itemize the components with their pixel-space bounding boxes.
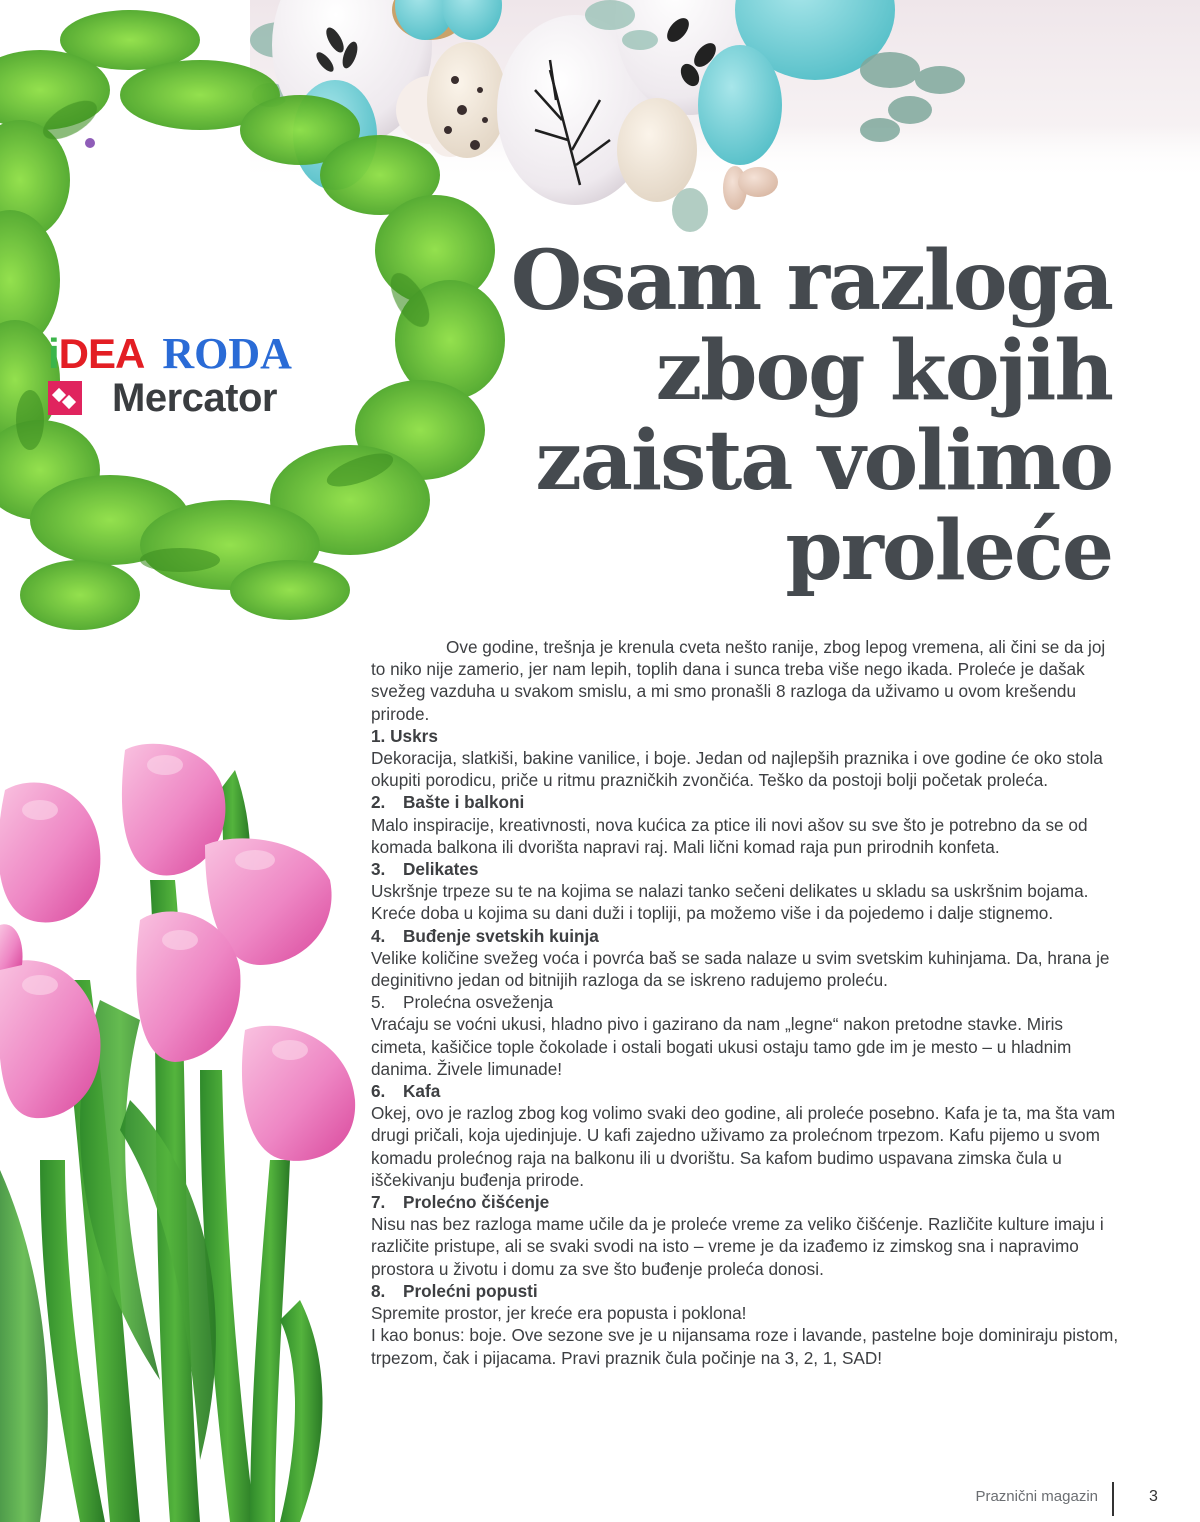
section-kafa	[371, 1080, 1121, 1191]
section-heading: 5. Prolećna osveženja	[371, 992, 554, 1013]
section-heading: 8. Prolećni popusti	[371, 1280, 538, 1301]
section-text: Nisu nas bez razloga mame učile da je proleće vreme za veliko čišćenje. Različite kulture imaju i različite pristupe, ali se svaki svodi na isto – vreme je da izađemo iz zimskog sna i napravimo prostora u životu i domu za sve što buđenje proleća donosi.	[371, 1214, 1104, 1279]
section-text: Uskršnje trpeze su te na kojima se nalazi tanko sečeni delikates u skladu sa uskršnim bojama. Kreće doba u kojima su dani duži i topliji, pa možemo više i da pojedemo i dalje stignemo.	[371, 881, 1089, 924]
footer-divider	[1112, 1482, 1114, 1516]
intro-paragraph: Ove godine, trešnja je krenula cveta nešto ranije, zbog lepog vremena, ali čini se da joj to niko nije zamerio, jer nam lepih, toplih dana i sunca treba više nego ikada. Proleće je dašak svežeg vazduha u svakom smislu, a mi smo pronašli 8 razloga da uživamo u ovom krešendu prirode.	[371, 637, 1106, 724]
section-uskrs	[371, 725, 1121, 792]
section-text: Okej, ovo je razlog zbog kog volimo svaki deo godine, ali proleće posebno. Kafa je ta, ma šta vam drugi pričali, koja ujedinjuje. U kafi zajedno uživamo za prolećnom trpezom. Kafu pijemo u svom komadu prolećnog raja na balkonu ili u dvorištu. Sa kafom budimo uspavana zimska čula u iščekivanju buđenja prirode.	[371, 1103, 1116, 1190]
magazine-name: Praznični magazin	[975, 1488, 1098, 1505]
title-line: proleće	[785, 503, 1112, 599]
pink-tulips-image	[0, 740, 370, 1522]
mercator-logo: Mercator	[112, 375, 277, 420]
section-text: Spremite prostor, jer kreće era popusta i poklona!	[371, 1303, 747, 1324]
section-heading: 7. Prolećno čišćenje	[371, 1192, 550, 1213]
idea-logo: iDEA	[48, 330, 145, 377]
section-heading: 6. Kafa	[371, 1081, 441, 1102]
section-prolecni-popusti	[371, 1280, 1121, 1324]
brand-logo	[36, 324, 356, 424]
section-text: Vraćaju se voćni ukusi, hladno pivo i gazirano da nam „legne“ nakon pretodne stavke. Miris cimeta, kašičice tople čokolade i ostali bogati ukusi ostaju tamo gde im je mesto – u hladnim danima. Živele limunade!	[371, 1014, 1072, 1079]
section-text: Malo inspiracije, kreativnosti, nova kućica za ptice ili novi ašov su sve što je potrebno da se od komada balkona ili dvorišta napravi raj. Mali lični komad raja pun prirodnih konfeta.	[371, 814, 1088, 857]
article-body	[371, 636, 1121, 1369]
title-line: zaista volimo	[535, 413, 1112, 509]
mercator-logo-icon	[48, 381, 82, 415]
roda-logo: RODA	[162, 329, 292, 378]
section-budjenje-svetskih-kuhinja	[371, 925, 1121, 992]
section-delikates	[371, 858, 1121, 925]
title-line: zbog kojih	[655, 323, 1112, 419]
page-number: 3	[1149, 1488, 1158, 1505]
green-wreath-image	[0, 0, 540, 640]
closing-paragraph: I kao bonus: boje. Ove sezone sve je u nijansama roze i lavande, pastelne boje dominiraju pistom, trpezom, čak i pijacama. Pravi praznik čula počinje na 3, 2, 1, SAD!	[371, 1325, 1119, 1368]
title-line: Osam razloga	[510, 233, 1112, 329]
section-prolecno-ciscenje	[371, 1191, 1121, 1280]
section-text: Dekoracija, slatkiši, bakine vanilice, i boje. Jedan od najlepših praznika i ove godine će oko stola okupiti porodicu, priče u ritmu prazničkih zvončića. Teško da postoji bolji početak proleća.	[371, 748, 1103, 791]
page-footer	[0, 1482, 1200, 1516]
section-heading: 4. Buđenje svetskih kuinja	[371, 925, 599, 946]
section-heading: 3. Delikates	[371, 859, 479, 880]
section-heading: 1. Uskrs	[371, 725, 438, 746]
page-title	[492, 233, 1112, 599]
section-baste-i-balkoni	[371, 791, 1121, 858]
section-text: Velike količine svežeg voća i povrća baš se sada nalaze u svim svetskim kuhinjama. Da, hrana je deginitivno jedan od bitnijih razloga da se iskreno radujemo proleću.	[371, 947, 1110, 991]
section-heading: 2. Bašte i balkoni	[371, 792, 525, 813]
section-prolecna-osvezenja	[371, 991, 1121, 1080]
